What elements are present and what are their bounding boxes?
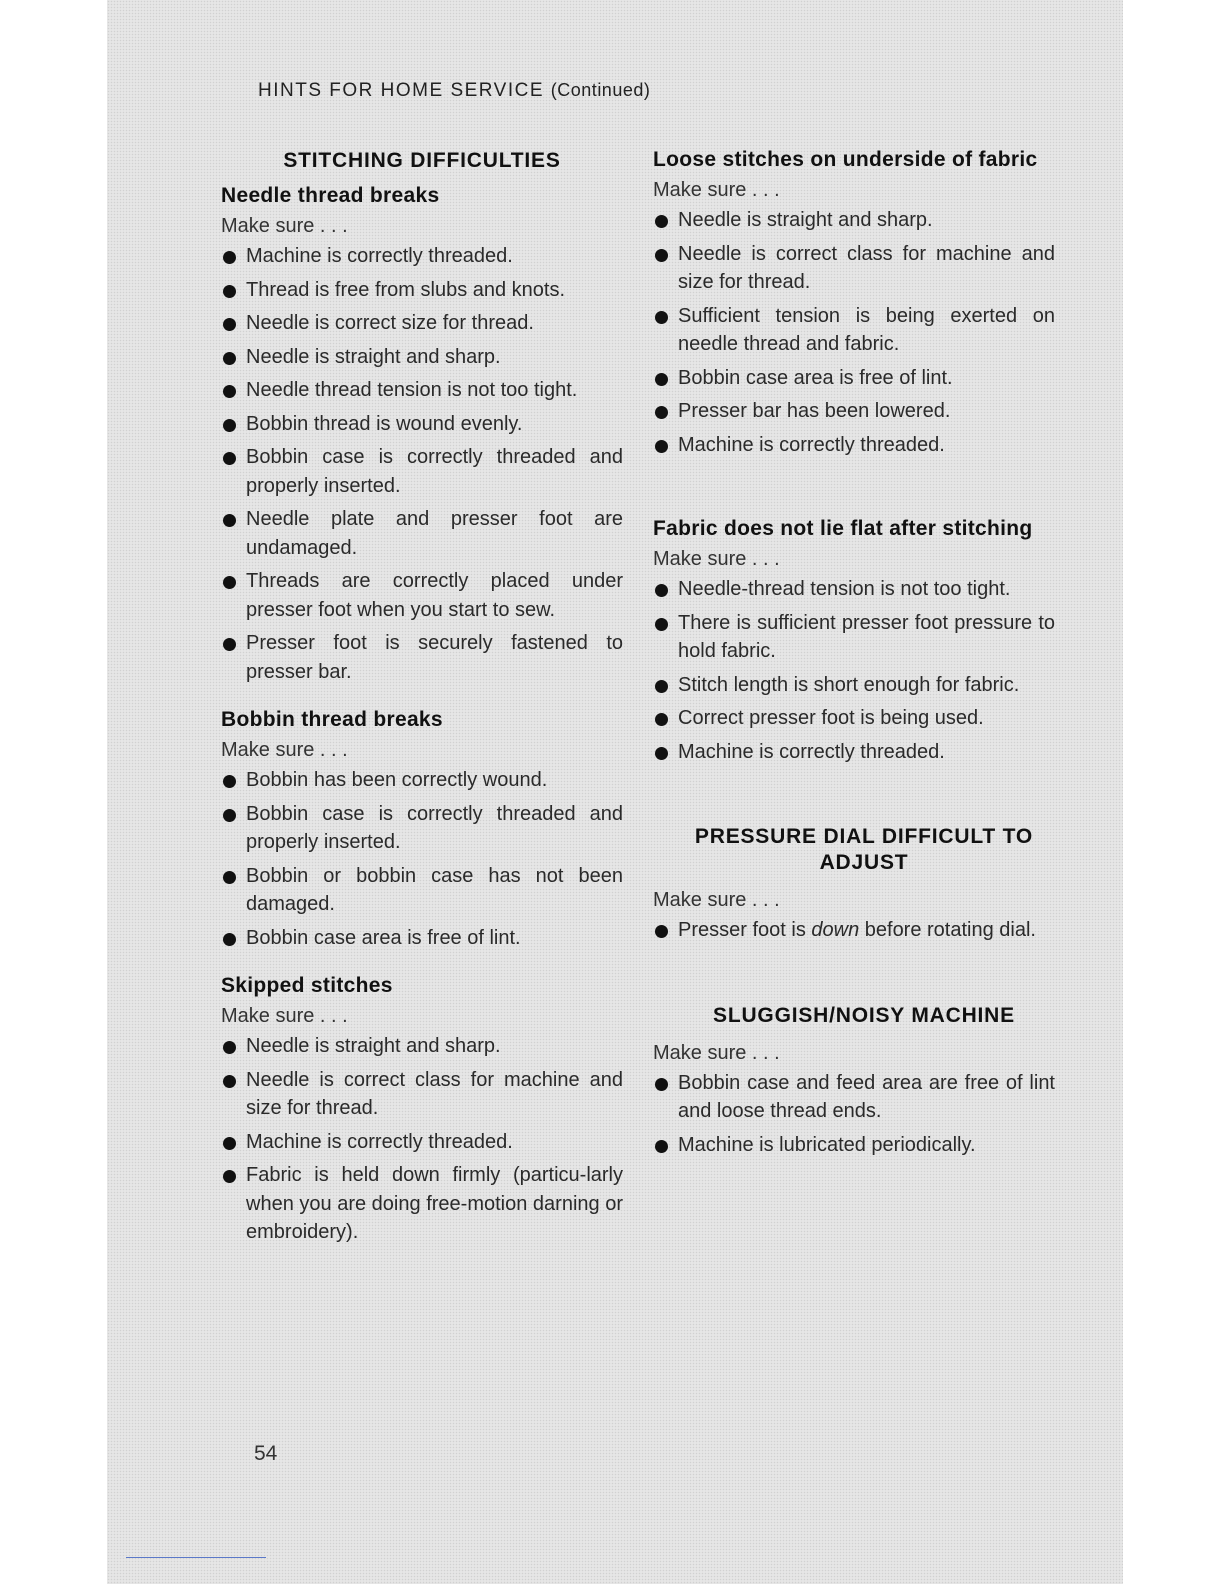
- bullet-icon: [655, 680, 668, 693]
- list-item: Machine is correctly threaded.: [221, 1128, 623, 1157]
- bullet-icon: [655, 925, 668, 938]
- bullet-icon: [655, 618, 668, 631]
- list-item: Presser foot is down before rotating dial.: [653, 916, 1055, 945]
- make-sure-label: Make sure . . .: [653, 889, 780, 911]
- bullet-icon: [223, 1075, 236, 1088]
- checklist: [221, 766, 623, 952]
- page-header: [258, 80, 650, 102]
- bullet-icon: [223, 251, 236, 264]
- bullet-icon: [223, 352, 236, 365]
- list-item: Stitch length is short enough for fabric.: [653, 671, 1055, 700]
- checklist: [653, 575, 1055, 766]
- list-item: Bobbin case area is free of lint.: [221, 924, 623, 953]
- list-item: Needle is straight and sharp.: [653, 206, 1055, 235]
- fabric-not-flat-section: [653, 517, 1055, 766]
- pressure-dial-heading: PRESSURE DIAL DIFFICULT TO ADJUST: [694, 825, 1034, 874]
- section-heading: Bobbin thread breaks: [221, 708, 443, 731]
- bullet-icon: [655, 406, 668, 419]
- make-sure-label: Make sure . . .: [221, 739, 348, 761]
- make-sure-label: Make sure . . .: [653, 1041, 780, 1064]
- header-continued: (Continued): [550, 80, 651, 100]
- bullet-icon: [223, 871, 236, 884]
- stitching-difficulties-heading: STITCHING DIFFICULTIES: [283, 149, 561, 172]
- make-sure-label: Make sure . . .: [653, 179, 780, 201]
- bullet-icon: [223, 775, 236, 788]
- bullet-icon: [655, 1140, 668, 1153]
- page-number: 54: [254, 1442, 278, 1465]
- sluggish-machine-heading: SLUGGISH/NOISY MACHINE: [713, 1003, 1015, 1027]
- right-column: [653, 148, 1055, 1181]
- loose-stitches-section: [653, 148, 1055, 459]
- bullet-icon: [655, 713, 668, 726]
- list-item: Bobbin case is correctly threaded and properly inserted.: [221, 443, 623, 500]
- bullet-icon: [223, 809, 236, 822]
- checklist: [221, 242, 623, 686]
- list-item: Needle is straight and sharp.: [221, 343, 623, 372]
- bullet-icon: [655, 249, 668, 262]
- bullet-icon: [223, 576, 236, 589]
- bobbin-thread-breaks-section: [221, 708, 623, 952]
- header-title: HINTS FOR HOME SERVICE: [258, 80, 545, 101]
- section-heading: Loose stitches on underside of fabric: [653, 148, 1038, 171]
- list-item: Fabric is held down firmly (particu-larly when you are doing free-motion darning or embroidery).: [221, 1161, 623, 1247]
- list-item: Needle is correct class for machine and size for thread.: [653, 240, 1055, 297]
- checklist: [221, 1032, 623, 1247]
- list-item: Needle thread tension is not too tight.: [221, 376, 623, 405]
- bottom-rule: [126, 1557, 266, 1558]
- list-item: Presser bar has been lowered.: [653, 397, 1055, 426]
- section-heading: Skipped stitches: [221, 974, 393, 997]
- bullet-icon: [655, 311, 668, 324]
- list-item: Machine is correctly threaded.: [653, 431, 1055, 460]
- pressure-dial-section: [653, 824, 1055, 945]
- checklist: [653, 206, 1055, 459]
- list-item: Presser foot is securely fastened to presser bar.: [221, 629, 623, 686]
- needle-thread-breaks-section: [221, 184, 623, 686]
- bullet-icon: [655, 747, 668, 760]
- list-item: Needle is straight and sharp.: [221, 1032, 623, 1061]
- skipped-stitches-section: [221, 974, 623, 1247]
- bullet-icon: [223, 1041, 236, 1054]
- list-item: Bobbin case area is free of lint.: [653, 364, 1055, 393]
- bullet-icon: [223, 419, 236, 432]
- bullet-icon: [655, 373, 668, 386]
- list-item: Bobbin has been correctly wound.: [221, 766, 623, 795]
- list-item: Needle is correct class for machine and size for thread.: [221, 1066, 623, 1123]
- list-item: Machine is correctly threaded.: [221, 242, 623, 271]
- list-item: Machine is lubricated periodically.: [653, 1131, 1055, 1160]
- bullet-icon: [223, 452, 236, 465]
- bullet-icon: [655, 440, 668, 453]
- bullet-icon: [223, 638, 236, 651]
- bullet-icon: [223, 1137, 236, 1150]
- bullet-icon: [223, 514, 236, 527]
- sluggish-machine-section: [653, 1003, 1055, 1160]
- bullet-icon: [223, 285, 236, 298]
- make-sure-label: Make sure . . .: [221, 215, 348, 237]
- list-item: There is sufficient presser foot pressure to hold fabric.: [653, 609, 1055, 666]
- left-column: [221, 148, 623, 1269]
- list-item: Needle-thread tension is not too tight.: [653, 575, 1055, 604]
- list-item: Thread is free from slubs and knots.: [221, 276, 623, 305]
- list-item: Correct presser foot is being used.: [653, 704, 1055, 733]
- section-heading: Fabric does not lie flat after stitching: [653, 517, 1033, 540]
- list-item: Bobbin thread is wound evenly.: [221, 410, 623, 439]
- list-item: Machine is correctly threaded.: [653, 738, 1055, 767]
- list-item: Bobbin or bobbin case has not been damaged.: [221, 862, 623, 919]
- list-item: Bobbin case is correctly threaded and properly inserted.: [221, 800, 623, 857]
- bullet-icon: [655, 215, 668, 228]
- make-sure-label: Make sure . . .: [653, 548, 780, 570]
- list-item: Threads are correctly placed under presser foot when you start to sew.: [221, 567, 623, 624]
- checklist: [653, 916, 1055, 945]
- bullet-icon: [223, 1170, 236, 1183]
- bullet-icon: [655, 584, 668, 597]
- bullet-icon: [223, 933, 236, 946]
- make-sure-label: Make sure . . .: [221, 1005, 348, 1027]
- list-item: Sufficient tension is being exerted on needle thread and fabric.: [653, 302, 1055, 359]
- section-heading: Needle thread breaks: [221, 184, 440, 207]
- list-item: Needle plate and presser foot are undamaged.: [221, 505, 623, 562]
- list-item: Needle is correct size for thread.: [221, 309, 623, 338]
- bullet-icon: [223, 385, 236, 398]
- bullet-icon: [223, 318, 236, 331]
- bullet-icon: [655, 1078, 668, 1091]
- checklist: [653, 1069, 1055, 1160]
- list-item: Bobbin case and feed area are free of lint and loose thread ends.: [653, 1069, 1055, 1126]
